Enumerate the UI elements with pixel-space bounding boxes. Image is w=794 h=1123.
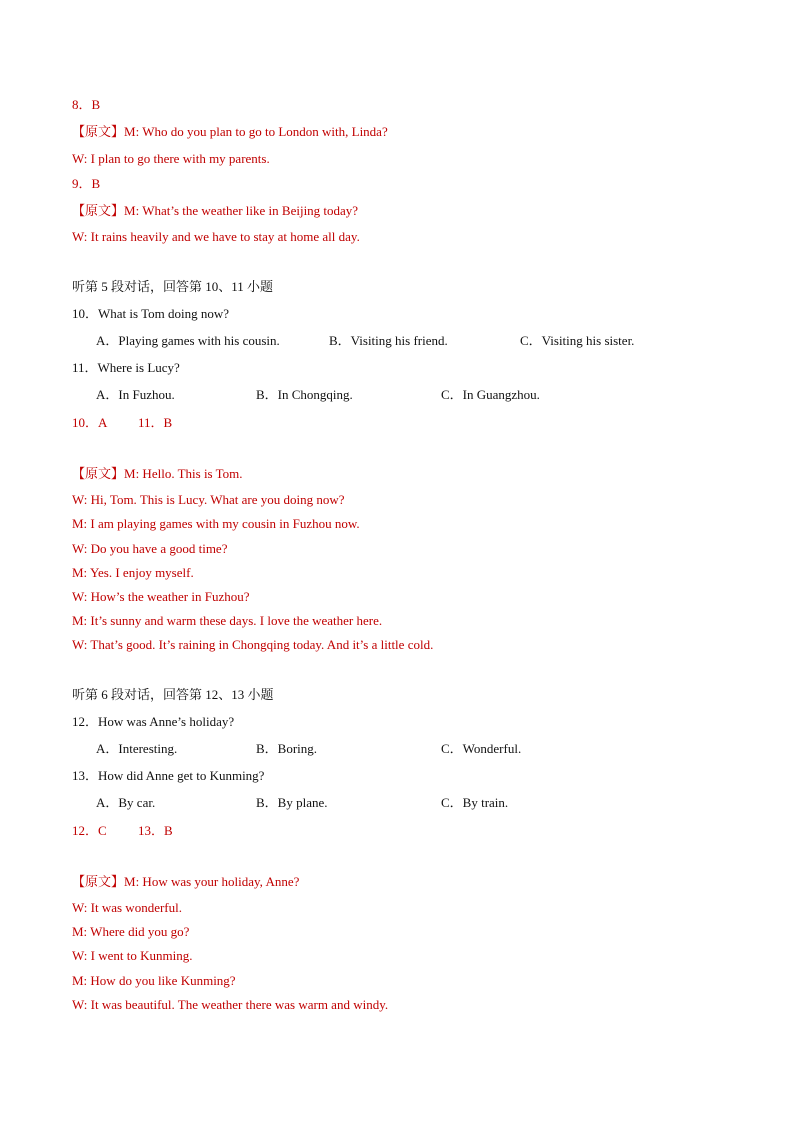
q10-option-a: A．Playing games with his cousin. bbox=[96, 333, 280, 348]
transcript-q9-line2: W: It rains heavily and we have to stay at home all day. bbox=[72, 229, 360, 244]
answer-q13: 13．B bbox=[138, 823, 173, 838]
section5-heading: 听第 5 段对话，回答第 10、11 小题 bbox=[72, 279, 274, 294]
transcript-q9-line1 bbox=[72, 203, 358, 219]
transcript-tag: 【原文】 bbox=[72, 124, 125, 139]
transcript-s5-line6: W: How’s the weather in Fuzhou? bbox=[72, 589, 250, 604]
transcript-s5-line4: W: Do you have a good time? bbox=[72, 541, 228, 556]
transcript-s6-line2: W: It was wonderful. bbox=[72, 900, 182, 915]
q12-option-a: A．Interesting. bbox=[96, 741, 178, 756]
transcript-s5-line3: M: I am playing games with my cousin in Fuzhou now. bbox=[72, 516, 360, 531]
transcript-s6-line4: W: I went to Kunming. bbox=[72, 948, 193, 963]
transcript-s6-line6: W: It was beautiful. The weather there was warm and windy. bbox=[72, 997, 389, 1012]
q10-option-b: B．Visiting his friend. bbox=[329, 333, 448, 348]
transcript-q8-line2: W: I plan to go there with my parents. bbox=[72, 151, 270, 166]
transcript-s5-line2: W: Hi, Tom. This is Lucy. What are you doing now? bbox=[72, 492, 345, 507]
answer-q11: 11．B bbox=[138, 415, 173, 430]
q12-option-c: C．Wonderful. bbox=[441, 741, 522, 756]
transcript-text: M: What’s the weather like in Beijing today? bbox=[124, 203, 359, 218]
transcript-s5-line7: M: It’s sunny and warm these days. I love the weather here. bbox=[72, 613, 383, 628]
q12-option-b: B．Boring. bbox=[256, 741, 318, 756]
answer-q8: 8．B bbox=[72, 97, 101, 112]
q11-option-c: C．In Guangzhou. bbox=[441, 387, 540, 402]
transcript-s6-line1 bbox=[72, 874, 299, 890]
transcript-q8-line1 bbox=[72, 124, 388, 140]
transcript-text: M: How was your holiday, Anne? bbox=[124, 874, 300, 889]
q11-option-b: B．In Chongqing. bbox=[256, 387, 353, 402]
transcript-tag: 【原文】 bbox=[72, 203, 125, 218]
answer-q12: 12．C bbox=[72, 823, 107, 838]
transcript-text: M: Who do you plan to go to London with, Linda? bbox=[124, 124, 388, 139]
transcript-tag: 【原文】 bbox=[72, 466, 125, 481]
transcript-s6-line5: M: How do you like Kunming? bbox=[72, 973, 236, 988]
section6-heading: 听第 6 段对话，回答第 12、13 小题 bbox=[72, 687, 274, 702]
transcript-s6-line3: M: Where did you go? bbox=[72, 924, 190, 939]
question-11: 11．Where is Lucy? bbox=[72, 360, 180, 375]
q13-option-a: A．By car. bbox=[96, 795, 156, 810]
q13-option-b: B．By plane. bbox=[256, 795, 328, 810]
transcript-tag: 【原文】 bbox=[72, 874, 125, 889]
q11-option-a: A．In Fuzhou. bbox=[96, 387, 175, 402]
transcript-s5-line5: M: Yes. I enjoy myself. bbox=[72, 565, 194, 580]
answer-q9: 9．B bbox=[72, 176, 101, 191]
transcript-text: M: Hello. This is Tom. bbox=[124, 466, 243, 481]
question-10: 10．What is Tom doing now? bbox=[72, 306, 230, 321]
answer-q10: 10．A bbox=[72, 415, 108, 430]
question-13: 13．How did Anne get to Kunming? bbox=[72, 768, 265, 783]
transcript-s5-line8: W: That’s good. It’s raining in Chongqing today. And it’s a little cold. bbox=[72, 637, 434, 652]
question-12: 12．How was Anne’s holiday? bbox=[72, 714, 235, 729]
transcript-s5-line1 bbox=[72, 466, 243, 482]
q13-option-c: C．By train. bbox=[441, 795, 509, 810]
q10-option-c: C．Visiting his sister. bbox=[520, 333, 635, 348]
